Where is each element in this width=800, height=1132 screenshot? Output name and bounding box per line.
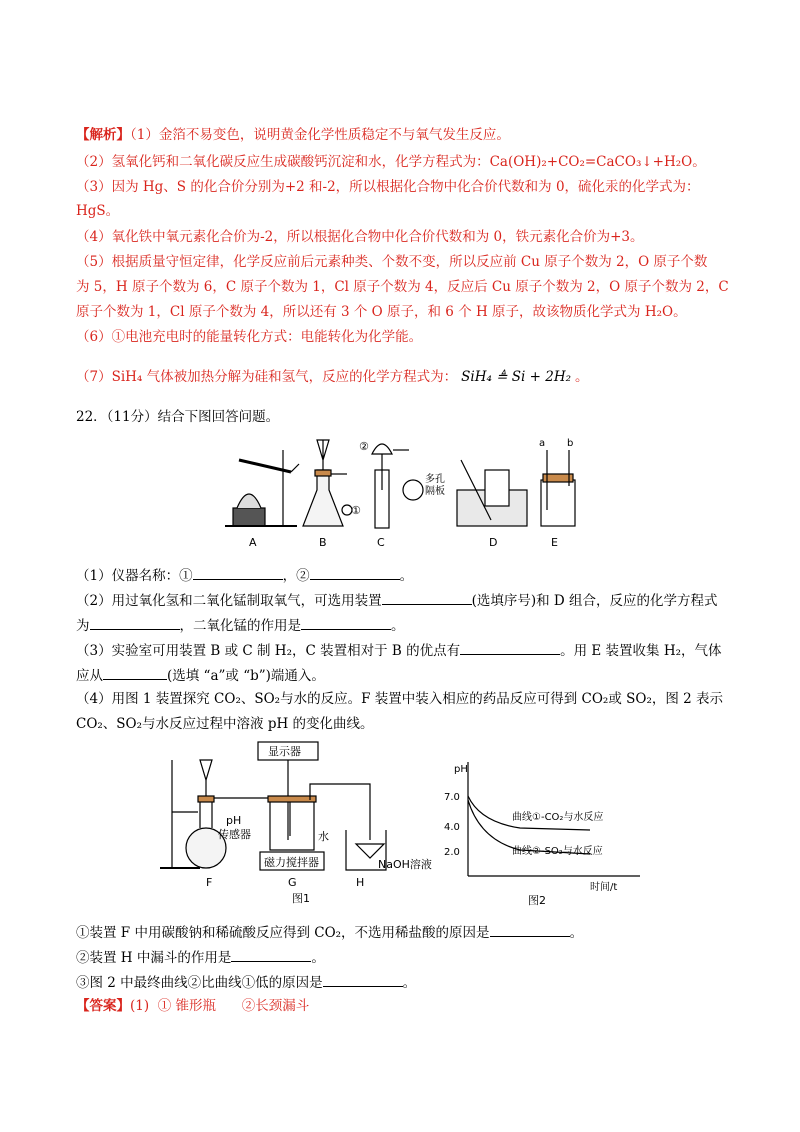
tick-4: 4.0 xyxy=(444,822,460,833)
water-label: 水 xyxy=(318,830,329,843)
answer-text: (1) ① 锥形瓶 ②长颈漏斗 xyxy=(130,998,310,1014)
display-label: 显示器 xyxy=(268,745,301,758)
stirrer-label: 磁力搅拌器 xyxy=(264,856,319,869)
q4-line-2: CO₂、SO₂与水反应过程中溶液 pH 的变化曲线。 xyxy=(76,716,374,732)
s1-text-a: ①装置 F 中用碳酸钠和稀硫酸反应得到 CO₂，不选用稀盐酸的原因是 xyxy=(76,925,490,941)
tick-2: 2.0 xyxy=(444,847,460,858)
analysis-line-2: （2）氢氧化钙和二氧化碳反应生成碳酸钙沉淀和水，化学方程式为：Ca(OH)₂+CO₂=CaCO₃↓+H₂O。 xyxy=(76,154,706,170)
analysis-line-5c: 原子个数为 1，Cl 原子个数为 4，所以还有 3 个 O 原子，和 6 个 H 原子，故该物质化学式为 H₂O。 xyxy=(76,304,687,320)
figure-1-caption: 图1 xyxy=(292,892,310,905)
burner-base xyxy=(233,508,265,526)
q2-text-c: 为 xyxy=(76,618,90,634)
beaker-g xyxy=(270,800,314,850)
silane-equation: SiH₄ ≜ Si + 2H₂ xyxy=(461,369,572,385)
port-b: b xyxy=(567,438,574,449)
analysis-text-7a: （7）SiH₄ 气体被加热分解为硅和氢气，反应的化学方程式为： xyxy=(76,369,458,385)
funnel-c xyxy=(372,444,392,454)
q3-text-a: （3）实验室可用装置 B 或 C 制 H₂，C 装置相对于 B 的优点有 xyxy=(76,643,461,659)
s3 xyxy=(76,972,416,992)
label-H: H xyxy=(356,876,365,889)
y-label: pH xyxy=(454,764,468,775)
x-label: 时间/t xyxy=(590,882,618,893)
marker-2: ② xyxy=(359,440,369,453)
alcohol-lamp xyxy=(237,494,261,508)
analysis-line-3b: HgS。 xyxy=(76,203,120,219)
answer-tag: 【答案】 xyxy=(76,998,130,1014)
q2-blank-1[interactable] xyxy=(382,590,472,605)
figure-1-apparatus xyxy=(160,740,450,910)
q4-line-1: （4）用图 1 装置探究 CO₂、SO₂与水的反应。F 装置中装入相应的药品反应可得到 CO₂或 SO₂，图 2 表示 xyxy=(76,691,724,707)
analysis-line-5a: （5）根据质量守恒定律，化学反应前后元素种类、个数不变，所以反应前 Cu 原子个数为 2，O 原子个数 xyxy=(76,254,708,270)
q2-line-1 xyxy=(76,590,718,610)
port-a: a xyxy=(539,438,546,449)
q2-text-a: （2）用过氧化氢和二氧化锰制取氧气，可选用装置 xyxy=(76,593,382,609)
ph-label: pH xyxy=(226,814,242,827)
conical-flask-b xyxy=(303,470,343,526)
label-E: E xyxy=(551,536,558,549)
figure-2-caption: 图2 xyxy=(528,894,546,907)
q3-blank-1[interactable] xyxy=(460,640,560,655)
s3-text-a: ③图 2 中最终曲线②比曲线①低的原因是 xyxy=(76,975,323,991)
apparatus-figure-top xyxy=(225,430,595,555)
analysis-tag: 【解析】 xyxy=(76,127,130,143)
curve-2-label: 曲线②-SO₂与水反应 xyxy=(512,846,603,857)
s3-blank[interactable] xyxy=(323,972,403,987)
q2-text-e: 。 xyxy=(391,618,405,634)
analysis-line-3a: （3）因为 Hg、S 的化合价分别为+2 和-2，所以根据化合物中化合价代数和为 0，硫化汞的化学式为： xyxy=(76,179,700,195)
label-G: G xyxy=(288,876,297,889)
q3-blank-2[interactable] xyxy=(103,665,167,680)
analysis-line-5b: 为 5，H 原子个数为 6，C 原子个数为 1，Cl 原子个数为 4，反应后 Cu 原子个数为 2，O 原子个数为 2，C xyxy=(76,279,729,295)
answer-line xyxy=(76,997,309,1015)
analysis-text-7b: 。 xyxy=(575,369,589,385)
q2-text-b: (选填序号)和 D 组合，反应的化学方程式 xyxy=(471,593,718,609)
plate-label-1: 多孔 xyxy=(425,474,445,485)
tick-7: 7.0 xyxy=(444,792,460,803)
separatory-funnel xyxy=(317,440,329,470)
q2-blank-3[interactable] xyxy=(301,615,391,630)
analysis-line-1 xyxy=(76,126,510,144)
q1-text-b: ，② xyxy=(282,568,310,584)
q2-blank-2[interactable] xyxy=(90,615,180,630)
q2-text-d: ，二氧化锰的作用是 xyxy=(179,618,301,634)
q1 xyxy=(76,565,413,585)
naoh-label: NaOH溶液 xyxy=(378,858,432,871)
label-D: D xyxy=(489,536,498,549)
s2-text-a: ②装置 H 中漏斗的作用是 xyxy=(76,950,232,966)
analysis-line-6: （6）①电池充电时的能量转化方式：电能转化为化学能。 xyxy=(76,329,423,345)
analysis-line-7 xyxy=(76,368,589,386)
q1-text-a: （1）仪器名称：① xyxy=(76,568,193,584)
q3-text-c: 应从 xyxy=(76,668,103,684)
s2 xyxy=(76,947,325,967)
figure-2-ph-chart xyxy=(440,758,650,908)
curve-1-label: 曲线①-CO₂与水反应 xyxy=(512,812,604,823)
q3-text-d: (选填 “a”或 “b”)端通入。 xyxy=(167,668,325,684)
q3-line-1 xyxy=(76,640,722,660)
funnel-f xyxy=(200,760,212,780)
q3-text-b: 。用 E 装置收集 H₂，气体 xyxy=(560,643,722,659)
label-A: A xyxy=(249,536,257,549)
s1-blank[interactable] xyxy=(490,922,570,937)
q3-line-2 xyxy=(76,665,325,685)
s1-text-b: 。 xyxy=(569,925,584,941)
gas-jar-d xyxy=(485,470,509,506)
plate-label-2: 隔板 xyxy=(425,486,445,497)
q1-blank-1[interactable] xyxy=(193,565,283,580)
q1-blank-2[interactable] xyxy=(310,565,400,580)
q1-text-c: 。 xyxy=(399,568,414,584)
s2-text-b: 。 xyxy=(311,950,325,966)
analysis-text-1: （1）金箔不易变色，说明黄金化学性质稳定不与氧气发生反应。 xyxy=(130,127,510,143)
marker-1: ① xyxy=(351,504,361,517)
s2-blank[interactable] xyxy=(231,947,311,962)
analysis-line-4: （4）氧化铁中氧元素化合价为-2，所以根据化合物中化合价代数和为 0，铁元素化合价为+3。 xyxy=(76,229,644,245)
s3-text-b: 。 xyxy=(402,975,417,991)
gas-bottle-e xyxy=(541,480,575,526)
label-B: B xyxy=(319,536,327,549)
label-C: C xyxy=(377,536,385,549)
label-F: F xyxy=(206,876,213,889)
q2-line-2 xyxy=(76,615,405,635)
sensor-label: 传感器 xyxy=(218,828,251,841)
s1 xyxy=(76,922,583,942)
question-header: 22．（11分）结合下图回答问题。 xyxy=(76,409,280,425)
